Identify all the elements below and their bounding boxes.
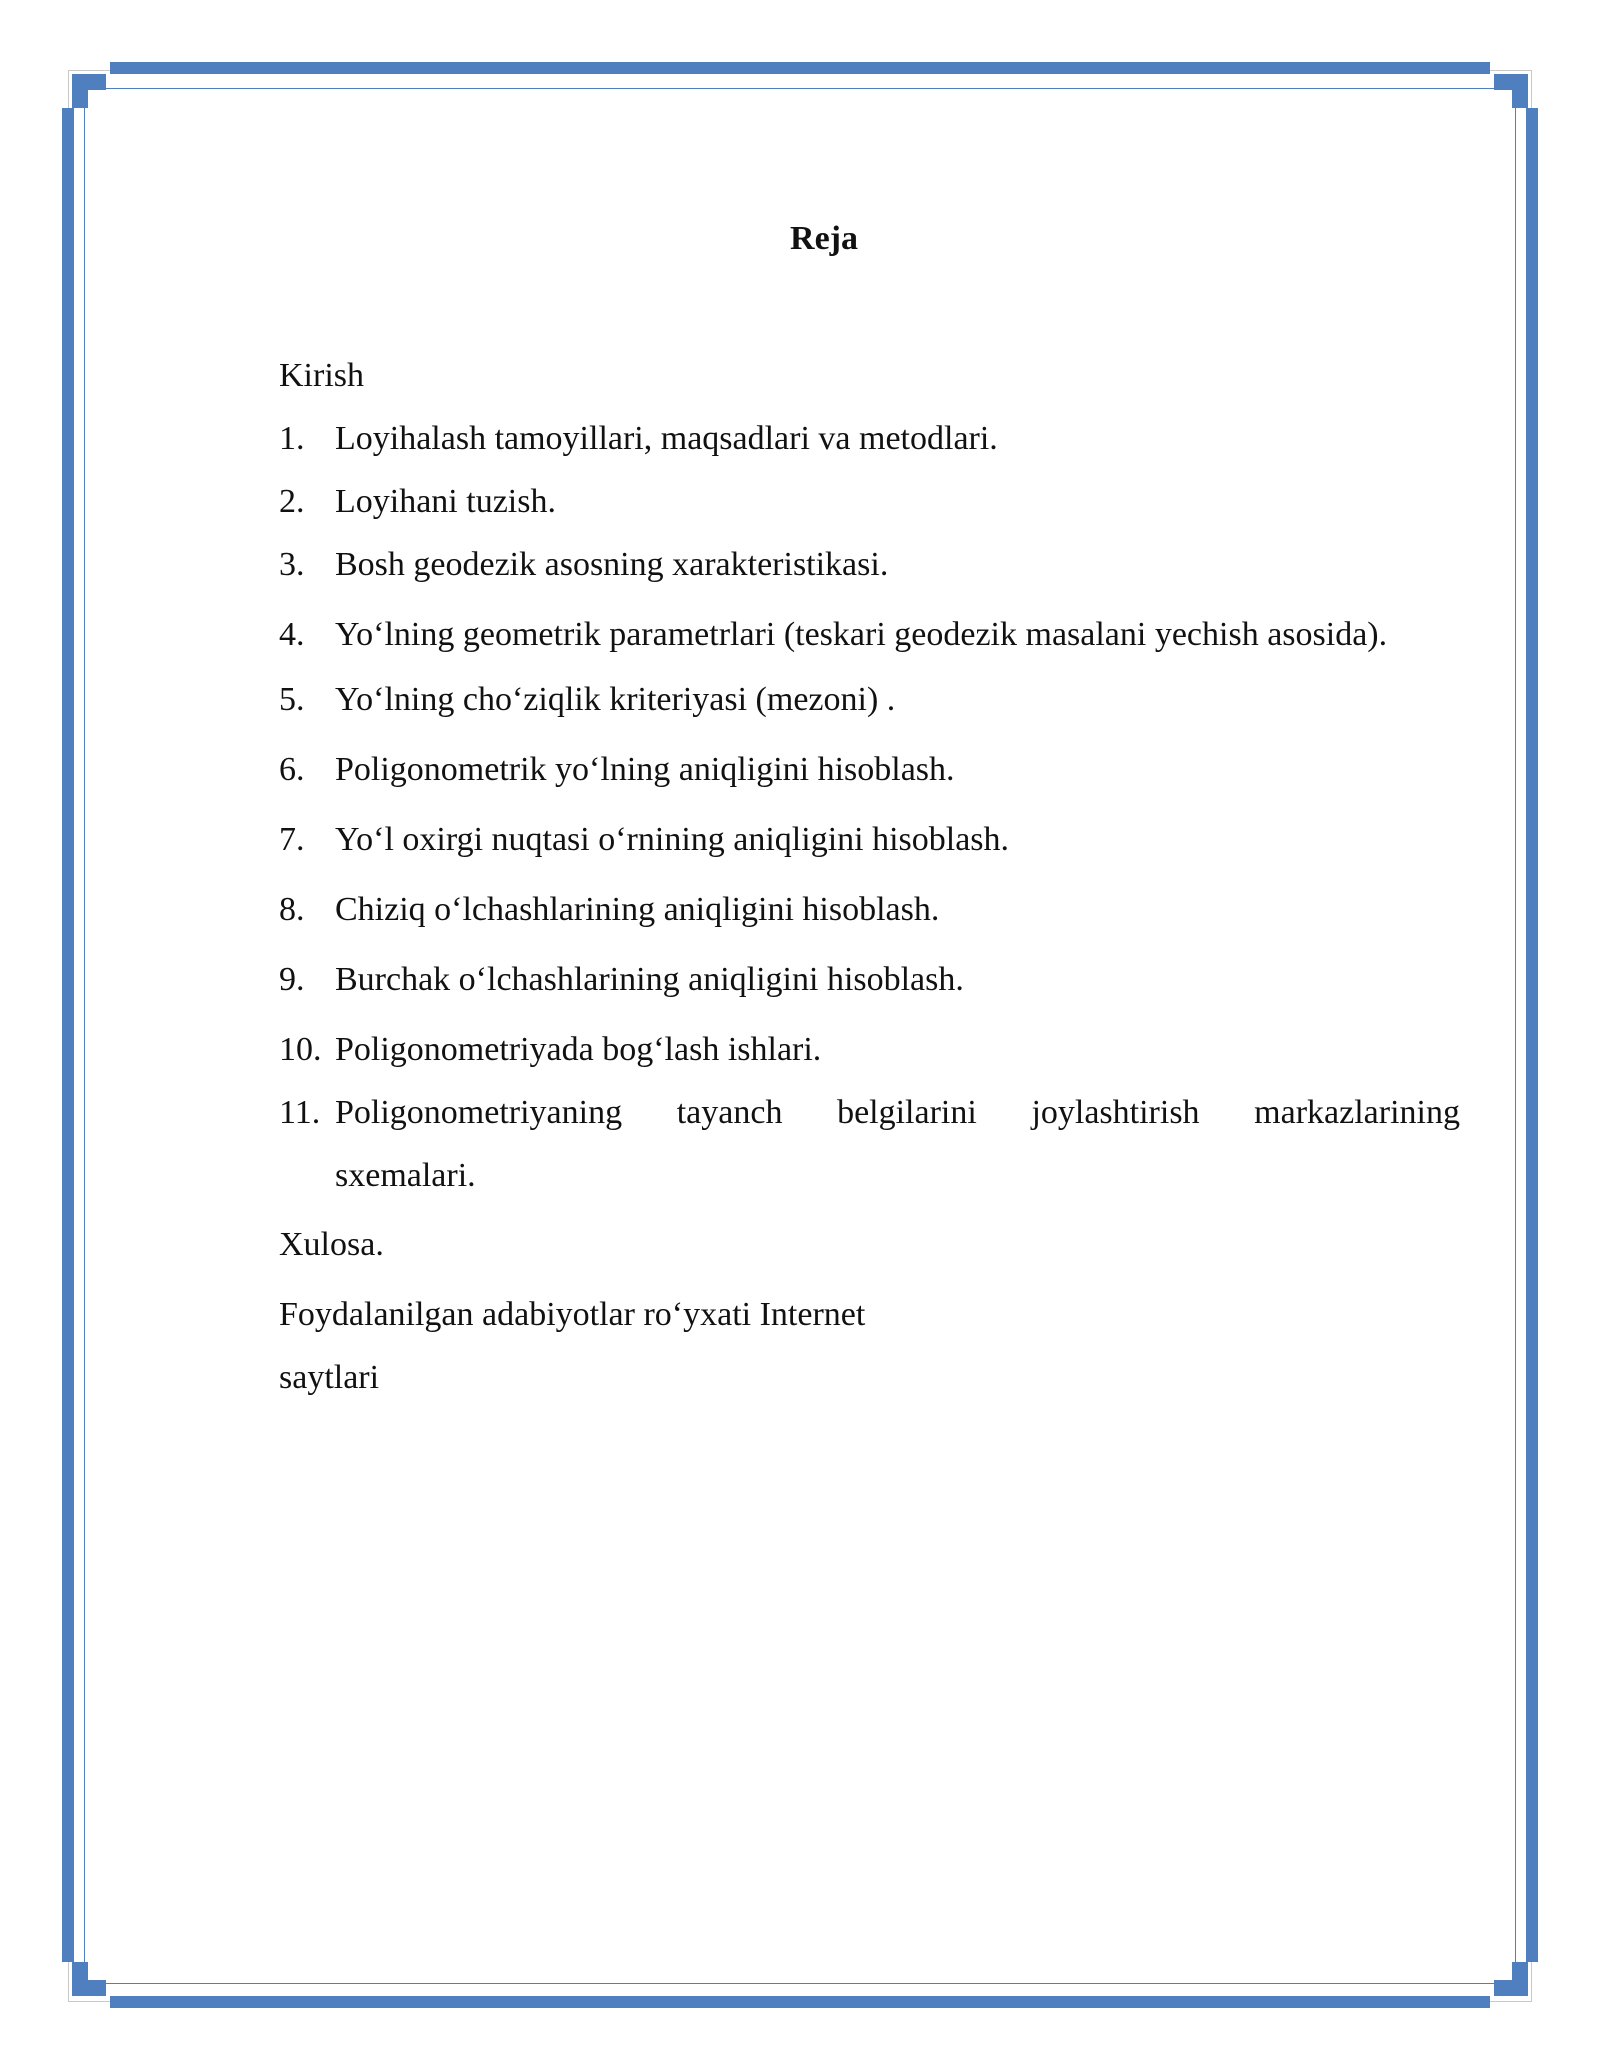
intro-line: Kirish (279, 357, 364, 394)
plan-item-text: Yo‘lning geometrik parametrlari (teskari geodezik masalani yechish asosida). (335, 616, 1388, 653)
plan-item-text: Bosh geodezik asosning xarakteristikasi. (335, 546, 889, 583)
plan-item-number: 3. (279, 546, 305, 583)
page-border-corner-cut (88, 90, 106, 108)
plan-item-text: Poligonometriyada bog‘lash ishlari. (335, 1031, 822, 1068)
plan-item-text: Poligonometrik yo‘lning aniqligini hisoblash. (335, 751, 955, 788)
plan-item-number: 9. (279, 961, 305, 998)
plan-item-text (335, 1093, 1460, 1133)
plan-item-number: 4. (279, 616, 305, 653)
plan-item-number: 8. (279, 891, 305, 928)
references-line: Foydalanilgan adabiyotlar ro‘yxati Internet (279, 1296, 866, 1333)
plan-item-text: Yo‘l oxirgi nuqtasi o‘rnining aniqligini hisoblash. (335, 821, 1010, 858)
page-border-left (62, 108, 74, 1962)
plan-item-word: markazlarining (1254, 1094, 1460, 1131)
plan-item-number: 7. (279, 821, 305, 858)
plan-item-number: 10. (279, 1031, 322, 1068)
page-border-right (1526, 108, 1538, 1962)
plan-item-text-continuation: sxemalari. (335, 1157, 476, 1194)
plan-item-word: Poligonometriyaning (335, 1094, 623, 1131)
plan-item-word: joylashtirish (1031, 1094, 1200, 1131)
plan-item-text: Yo‘lning cho‘ziqlik kriteriyasi (mezoni) . (335, 681, 896, 718)
plan-item-number: 2. (279, 483, 305, 520)
plan-item-word: tayanch (676, 1094, 783, 1131)
plan-item-number: 6. (279, 751, 305, 788)
plan-item-number: 11. (279, 1094, 321, 1131)
plan-item-number: 1. (279, 420, 305, 457)
conclusion-line: Xulosa. (279, 1226, 384, 1263)
page-border-corner-cut (1494, 90, 1512, 108)
plan-item-text: Loyihani tuzish. (335, 483, 556, 520)
references-line-continuation: saytlari (279, 1359, 380, 1396)
plan-item-word: belgilarini (837, 1094, 977, 1131)
page-title: Reja (790, 220, 858, 257)
plan-item-text: Burchak o‘lchashlarining aniqligini hisoblash. (335, 961, 964, 998)
page-border-top (110, 62, 1490, 74)
page-border-corner-cut (88, 1962, 106, 1980)
plan-item-number: 5. (279, 681, 305, 718)
plan-item-text: Chiziq o‘lchashlarining aniqligini hisoblash. (335, 891, 940, 928)
page-border-corner-cut (1494, 1962, 1512, 1980)
page-border-bottom (110, 1996, 1490, 2008)
plan-item-text: Loyihalash tamoyillari, maqsadlari va metodlari. (335, 420, 998, 457)
